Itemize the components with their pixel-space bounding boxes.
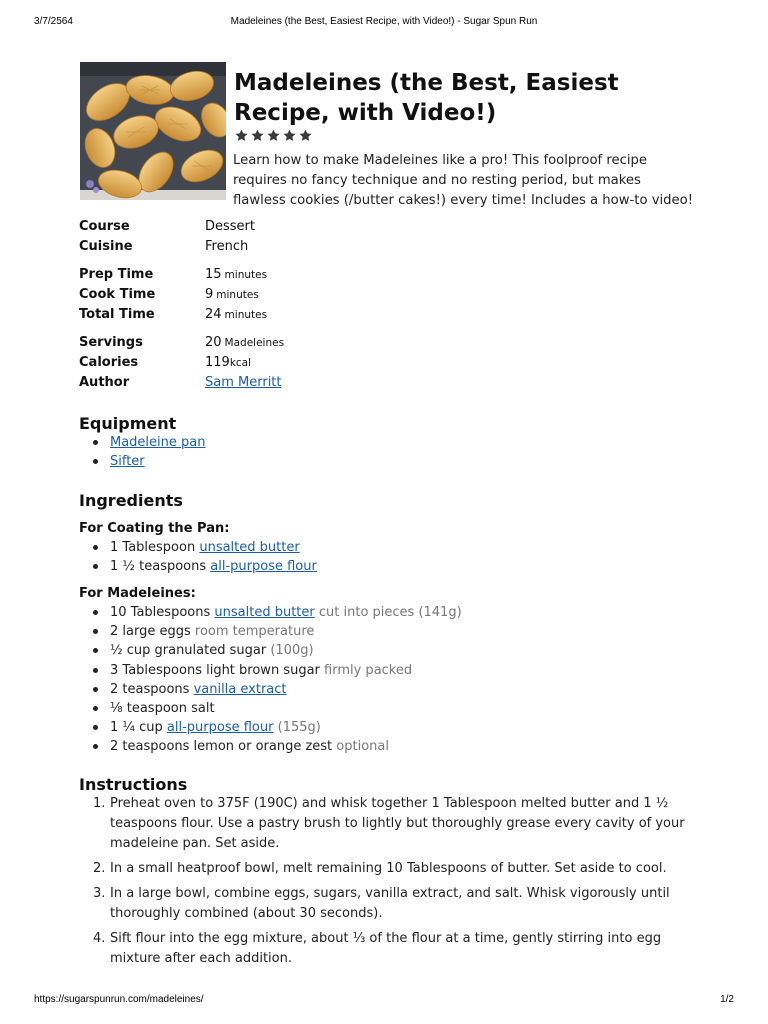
meta-calories: [79, 354, 479, 374]
cook-unit: minutes: [216, 289, 259, 301]
step-text: Sift flour into the egg mixture, about ⅓ of the flour at a time, gently stirring into egg mixture after each addition.: [110, 931, 662, 966]
step-text: In a small heatproof bowl, melt remaining 10 Tablespoons of butter. Set aside to cool.: [110, 861, 667, 876]
print-date: 3/7/2564: [34, 16, 73, 27]
recipe-title: Madeleines (the Best, Easiest Recipe, with Video!): [234, 70, 619, 126]
prep-unit: minutes: [224, 269, 268, 281]
equipment-list: [110, 434, 205, 472]
meta-prep-time: [79, 266, 479, 286]
recipe-summary: Learn how to make Madeleines like a pro! This foolproof recipe requires no fancy technique and no resting period, but makes flawless cookies (/butter cakes!) every time! Includes a how-to video!: [233, 153, 694, 208]
servings-unit: Madeleines: [224, 337, 285, 349]
star-rating[interactable]: [234, 128, 313, 146]
recipe-photo: [80, 62, 226, 200]
ingredient-note: cut into pieces (141g): [318, 605, 462, 620]
ingredient-amount: 1 Tablespoon: [110, 540, 196, 555]
instructions-heading: Instructions: [79, 775, 188, 794]
equipment-heading: Equipment: [79, 414, 177, 433]
print-header: [34, 16, 734, 30]
print-page-title: Madeleines (the Best, Easiest Recipe, with Video!) - Sugar Spun Run: [230, 16, 538, 27]
instruction-step: [93, 794, 690, 854]
meta-servings-label: Servings: [79, 335, 143, 350]
ingredient-link[interactable]: unsalted butter: [214, 605, 315, 620]
ingredient-note: room temperature: [194, 624, 315, 640]
coating-subheading: For Coating the Pan:: [79, 521, 230, 536]
ingredient-note: (155g): [277, 720, 321, 736]
step-number: 4.: [93, 931, 106, 946]
equipment-link-madeleine-pan[interactable]: Madeleine pan: [110, 435, 206, 450]
ingredient-item: [110, 539, 317, 558]
ingredient-item: [110, 681, 462, 700]
prep-amount: 15: [205, 267, 222, 282]
meta-cuisine: [79, 238, 479, 258]
ingredient-link[interactable]: unsalted butter: [199, 540, 300, 555]
equipment-link-sifter[interactable]: Sifter: [110, 454, 145, 470]
ingredient-link[interactable]: vanilla extract: [193, 681, 287, 697]
instruction-step: [93, 929, 690, 969]
ingredient-amount: 10 Tablespoons: [110, 605, 211, 620]
total-unit: minutes: [224, 309, 268, 321]
meta-cook-time: [79, 286, 479, 306]
madeleines-ingredient-list: [110, 604, 462, 758]
star-icon[interactable]: [266, 128, 281, 143]
step-text: Preheat oven to 375F (190C) and whisk together 1 Tablespoon melted butter and 1 ½ teaspoons flour. Use a pastry brush to lightly but thoroughly grease every cavity of your madeleine pan. Set aside.: [110, 796, 685, 851]
cook-amount: 9: [205, 287, 214, 302]
ingredient-amount: 3 Tablespoons light brown sugar: [110, 662, 320, 678]
ingredient-amount: ⅛ teaspoon salt: [110, 700, 215, 716]
meta-cook-label: Cook Time: [79, 287, 156, 302]
ingredient-item: [110, 738, 462, 757]
equipment-item: [110, 453, 205, 472]
meta-cuisine-value: French: [205, 239, 249, 254]
ingredient-amount: 2 teaspoons lemon or orange zest: [110, 739, 333, 755]
ingredients-heading: Ingredients: [79, 491, 183, 510]
star-icon[interactable]: [298, 128, 313, 143]
ingredient-amount: 1 ¼ cup: [110, 720, 163, 736]
coating-ingredient-list: [110, 539, 317, 577]
print-url: https://sugarspunrun.com/madeleines/: [34, 994, 204, 1005]
star-icon[interactable]: [250, 128, 265, 143]
meta-cook-value: [205, 286, 259, 304]
meta-cuisine-label: Cuisine: [79, 239, 133, 254]
meta-author-label: Author: [79, 375, 130, 390]
meta-total-label: Total Time: [79, 307, 155, 322]
step-number: 2.: [93, 861, 106, 876]
ingredient-item: [110, 719, 462, 738]
instructions-list: [93, 794, 690, 974]
ingredient-note: firmly packed: [324, 662, 413, 678]
recipe-meta: [79, 218, 479, 394]
ingredient-item: [110, 558, 317, 577]
star-icon[interactable]: [282, 128, 297, 143]
meta-author: [79, 374, 479, 394]
step-text: In a large bowl, combine eggs, sugars, vanilla extract, and salt. Whisk vigorously until thoroughly combined (about 30 seconds).: [110, 886, 670, 921]
ingredient-item: [110, 700, 462, 719]
meta-servings-value: [205, 334, 284, 352]
ingredient-item: [110, 623, 462, 642]
ingredient-amount: 2 large eggs: [110, 624, 191, 640]
servings-amount: 20: [205, 335, 222, 350]
instruction-step: [93, 859, 690, 879]
ingredient-item: [110, 642, 462, 661]
step-number: 1.: [93, 796, 106, 811]
ingredient-note: optional: [336, 739, 389, 755]
ingredient-link[interactable]: all-purpose flour: [210, 559, 317, 575]
step-number: 3.: [93, 886, 106, 901]
ingredient-item: [110, 662, 462, 681]
meta-servings: [79, 334, 479, 354]
meta-total-time: [79, 306, 479, 326]
ingredient-note: (100g): [270, 643, 314, 659]
meta-course-label: Course: [79, 219, 130, 234]
equipment-item: [110, 434, 205, 453]
print-footer: [34, 994, 734, 1008]
meta-course: [79, 218, 479, 238]
ingredient-item: [110, 604, 462, 623]
author-link[interactable]: Sam Merritt: [205, 375, 282, 390]
ingredient-amount: 2 teaspoons: [110, 681, 190, 697]
ingredient-link[interactable]: all-purpose flour: [166, 720, 274, 736]
madeleines-subheading: For Madeleines:: [79, 586, 196, 601]
ingredient-amount: 1 ½ teaspoons: [110, 559, 207, 575]
meta-prep-value: [205, 266, 267, 284]
meta-total-value: [205, 306, 267, 324]
meta-prep-label: Prep Time: [79, 267, 154, 282]
total-amount: 24: [205, 307, 222, 322]
meta-course-value: Dessert: [205, 219, 255, 234]
meta-calories-value: [205, 354, 251, 372]
star-icon[interactable]: [234, 128, 249, 143]
calories-unit: kcal: [229, 357, 252, 369]
meta-calories-label: Calories: [79, 355, 139, 370]
ingredient-amount: ½ cup granulated sugar: [110, 643, 267, 659]
instruction-step: [93, 884, 690, 924]
print-page-number: 1/2: [720, 994, 734, 1005]
calories-amount: 119: [205, 355, 230, 370]
